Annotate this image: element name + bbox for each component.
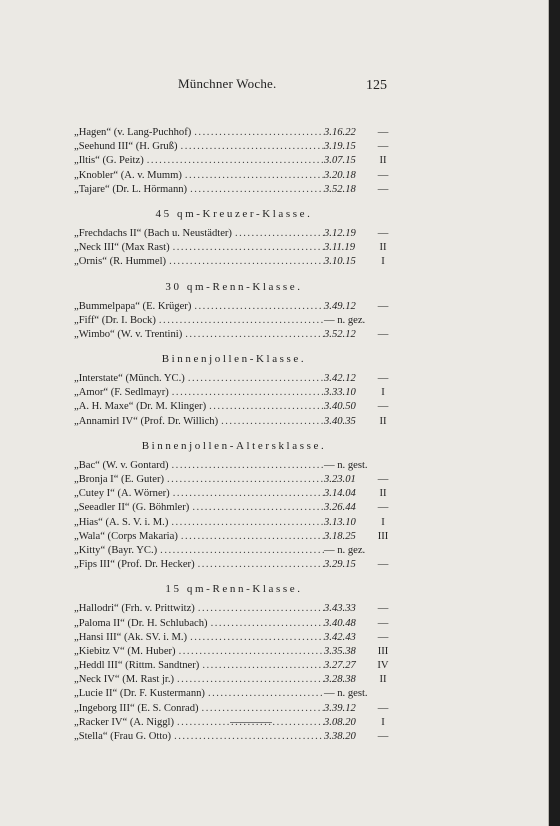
boat-and-owner: „A. H. Maxe“ (Dr. M. Klinger) [74,401,207,413]
dot-leader [156,314,324,328]
boat-and-owner: „Tajare“ (Dr. L. Hörmann) [74,183,188,195]
dot-leader [157,544,324,558]
dot-leader [187,631,324,645]
race-time: 3.27.27 [324,660,356,672]
placing: — [377,731,389,742]
placing: IV [377,660,389,672]
race-time: 3.14.04 [324,488,356,500]
race-time: 3.38.20 [324,731,356,742]
race-time: 3.28.38 [324,674,356,686]
dot-leader [171,730,324,744]
boat-and-owner: „Fiff“ (Dr. I. Bock) [74,314,156,326]
placing: — [377,559,389,571]
dot-leader [199,702,324,716]
result-row [74,473,394,487]
boat-and-owner: „Knobler“ (A. v. Mumm) [74,169,182,181]
dot-leader [191,126,324,140]
dot-leader [195,558,324,572]
result-row [74,154,394,168]
boat-and-owner: „Paloma II“ (Dr. H. Schlubach) [74,617,208,629]
boat-and-owner: „Bac“ (W. v. Gontard) [74,459,169,471]
race-time: 3.19.15 [324,141,356,153]
dot-leader [178,530,324,544]
result-row [74,558,394,572]
result-row [74,544,394,558]
race-time: 3.40.50 [324,401,356,413]
result-row [74,687,394,701]
boat-and-owner: „Bronja I“ (E. Guter) [74,474,165,485]
section-title: 45 qm-Kreuzer-Klasse. [155,207,313,220]
closing-rule [230,722,272,723]
boat-and-owner: „Interstate“ (Münch. YC.) [74,373,185,385]
dot-leader [206,400,324,414]
result-row [74,645,394,659]
result-row [74,372,394,386]
race-time: 3.42.12 [324,373,356,385]
boat-and-owner: „Wala“ (Corps Makaria) [74,530,178,542]
placing: II [379,155,387,167]
boat-and-owner: „Bummelpapa“ (E. Krüger) [74,300,192,312]
race-time: 3.52.18 [324,183,356,195]
result-row [74,140,394,154]
result-row [74,386,394,400]
placing: — [377,702,389,714]
boat-and-owner: „Ingeborg III“ (E. S. Conrad) [74,702,199,714]
dot-leader [169,459,324,473]
boat-and-owner: „Ornis“ (R. Hummel) [74,256,167,268]
result-row [74,631,394,645]
race-time: 3.20.18 [324,169,356,181]
placing: — [377,631,389,643]
result-row [74,487,394,501]
boat-and-owner: „Iltis“ (G. Peitz) [74,155,144,167]
dot-leader [166,255,324,269]
result-row [74,183,394,197]
boat-and-owner: „Neck IV“ (M. Rast jr.) [74,674,175,686]
dot-leader [182,328,324,342]
placing: — [377,227,389,239]
placing: — [377,300,389,312]
boat-and-owner: „Hallodri“ (Frh. v. Prittwitz) [74,603,195,615]
placing: — [377,141,389,153]
boat-and-owner: „Seehund III“ (H. Gruß) [74,141,178,153]
placing: — [377,617,389,629]
running-title: Münchner Woche. [178,76,277,91]
boat-and-owner: „Hagen“ (v. Lang-Puchhof) [74,127,192,138]
placing: — [377,183,389,195]
boat-and-owner: „Hansi III“ (Ak. SV. i. M.) [74,631,188,643]
dot-leader [170,241,324,255]
dot-leader [205,687,324,701]
race-time: 3.43.33 [324,603,356,615]
boat-and-owner: „Amor“ (F. Sedlmayr) [74,387,169,399]
result-row [74,659,394,673]
placing: — [377,474,389,485]
dot-leader [208,617,324,631]
boat-and-owner: „Fips III“ (Prof. Dr. Hecker) [74,559,195,571]
boat-and-owner: „Wimbo“ (W. v. Trentini) [74,328,183,340]
boat-and-owner: „Kiebitz V“ (M. Huber) [74,645,176,657]
dot-leader [189,501,324,515]
placing: — [377,603,389,615]
placing: — [377,401,389,413]
result-row [74,241,394,255]
race-time: — n. gez. [324,314,366,326]
result-row [74,300,394,314]
dot-leader [144,154,324,168]
section-title: 30 qm-Renn-Klasse. [165,280,303,293]
race-time: 3.39.12 [324,702,356,714]
race-time: 3.40.35 [324,415,356,427]
boat-and-owner: „Lucie II“ (Dr. F. Kustermann) [74,688,205,700]
result-row [74,314,394,328]
race-time: 3.49.12 [324,300,356,312]
race-time: 3.07.15 [324,155,356,167]
race-time: 3.11.19 [324,242,355,254]
race-time: 3.18.25 [324,530,356,542]
race-time: — n. gez. [324,544,366,556]
result-row [74,459,394,473]
dot-leader [169,386,324,400]
dot-leader [218,415,324,429]
race-time: 3.40.48 [324,617,356,629]
placing: III [377,530,389,542]
result-row [74,702,394,716]
result-row [74,255,394,269]
result-row [74,227,394,241]
boat-and-owner: „Heddl III“ (Rittm. Sandtner) [74,660,200,672]
race-time: 3.29.15 [324,559,356,571]
result-row [74,501,394,515]
race-time: 3.33.10 [324,387,356,399]
result-row [74,516,394,530]
result-row [74,169,394,183]
boat-and-owner: „Kitty“ (Bayr. YC.) [74,544,158,556]
result-row [74,530,394,544]
dot-leader [182,169,324,183]
race-time: 3.52.12 [324,328,356,340]
dot-leader [195,602,324,616]
dot-leader [178,140,324,154]
placing: II [379,488,387,500]
placing: — [377,328,389,340]
dot-leader [164,473,324,487]
dot-leader [170,487,324,501]
result-row [74,730,394,744]
race-time: — n. gest. [324,459,368,471]
boat-and-owner: „Racker IV“ (A. Niggl) [74,716,175,728]
placing: I [381,516,385,528]
race-time: 3.12.19 [324,227,356,239]
section-title: 15 qm-Renn-Klasse. [165,583,303,596]
race-time: — n. gest. [324,688,368,700]
race-time: 3.08.20 [324,716,356,728]
dot-leader [191,300,324,314]
race-time: 3.26.44 [324,502,356,514]
boat-and-owner: „Seeadler II“ (G. Böhmler) [74,502,190,514]
placing: — [377,502,389,514]
result-row [74,602,394,616]
race-time: 3.23.01 [324,474,356,485]
boat-and-owner: „Neck III“ (Max Rast) [74,242,170,254]
race-time: 3.42.43 [324,631,356,643]
placing: II [379,674,387,686]
section-title: Binnenjollen-Altersklasse. [141,439,327,452]
boat-and-owner: „Frechdachs II“ (Bach u. Neustädter) [74,227,232,239]
page-header [0,76,548,96]
result-row [74,617,394,631]
result-row [74,328,394,342]
boat-and-owner: „Stella“ (Frau G. Otto) [74,731,172,742]
placing: II [379,415,387,427]
placing: I [381,716,385,728]
race-time: 3.35.38 [324,645,356,657]
result-row [74,673,394,687]
race-time: 3.13.10 [324,516,356,528]
dot-leader [187,183,324,197]
boat-and-owner: „Annamirl IV“ (Prof. Dr. Willich) [74,415,219,427]
placing: — [377,169,389,181]
placing: I [381,256,385,268]
dot-leader [199,659,324,673]
dot-leader [232,227,324,241]
result-row [74,415,394,429]
placing: — [377,127,389,138]
race-time: 3.16.22 [324,127,356,138]
boat-and-owner: „Hias“ (A. S. V. i. M.) [74,516,169,528]
placing: III [377,645,389,657]
placing: — [377,373,389,385]
boat-and-owner: „Cutey I“ (A. Wörner) [74,488,170,500]
result-row [74,126,394,140]
placing: II [379,242,387,254]
dot-leader [185,372,324,386]
page-number: 125 [366,78,387,93]
results-list [74,126,394,744]
dot-leader [176,645,324,659]
dot-leader [174,673,324,687]
result-row [74,400,394,414]
section-title: Binnenjollen-Klasse. [161,353,307,366]
placing: I [381,387,385,399]
dot-leader [168,516,324,530]
race-time: 3.10.15 [324,256,356,268]
